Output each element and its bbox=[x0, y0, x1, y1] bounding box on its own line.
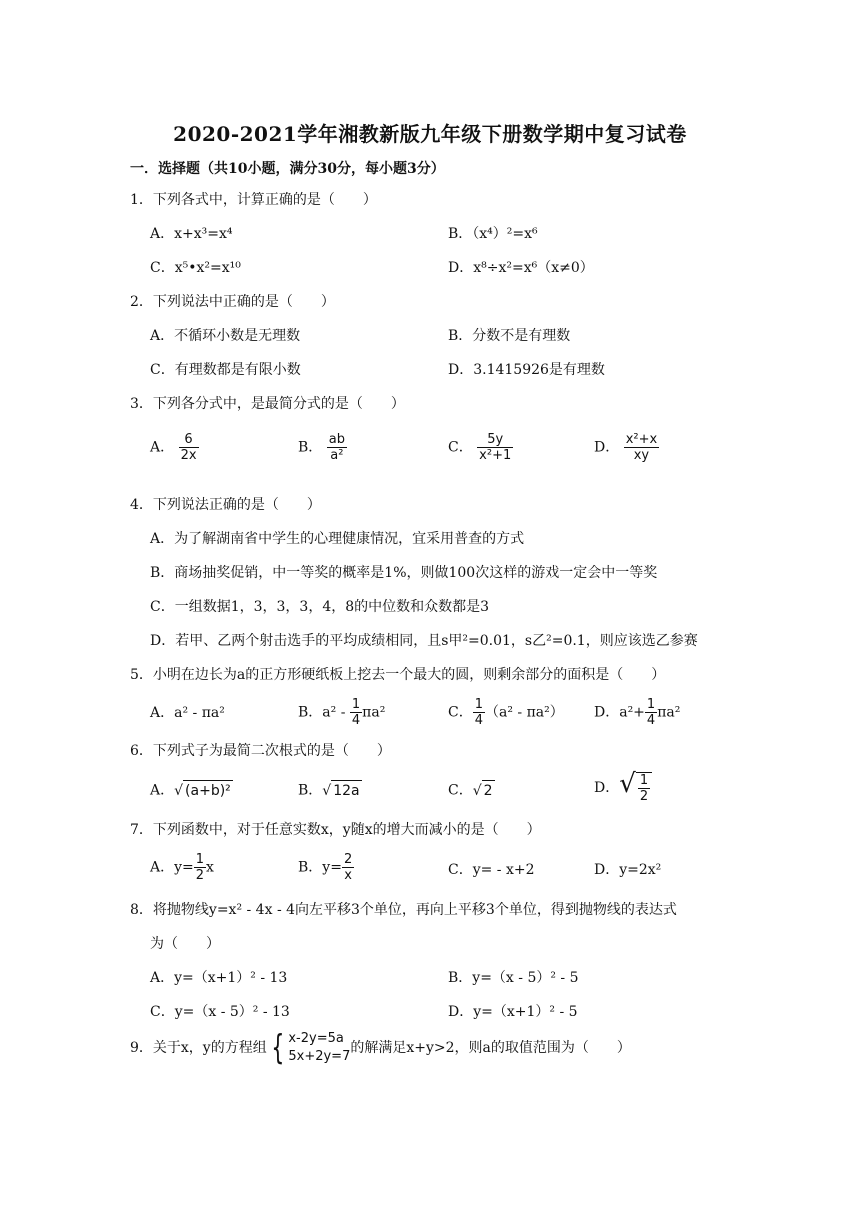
question-7-option-a bbox=[150, 852, 214, 883]
question-6-option-c bbox=[448, 780, 495, 801]
question-2-option-b: B．分数不是有理数 bbox=[448, 328, 571, 344]
question-2-stem: 2．下列说法中正确的是（ ） bbox=[130, 294, 335, 310]
numerator: 6 bbox=[184, 432, 193, 447]
fraction bbox=[638, 773, 650, 804]
question-8-option-c: C．y=（x - 5）² - 13 bbox=[150, 1004, 290, 1020]
radicand: 2 bbox=[482, 780, 495, 801]
question-3-option-a bbox=[150, 432, 199, 463]
numerator: 1 bbox=[474, 697, 483, 712]
fraction bbox=[179, 432, 199, 463]
numerator: 1 bbox=[646, 697, 656, 712]
radicand bbox=[636, 772, 652, 804]
fraction bbox=[350, 697, 362, 728]
question-8-stem-line-2: 为（ ） bbox=[150, 936, 220, 952]
page-title: 2020-2021学年湘教新版九年级下册数学期中复习试卷 bbox=[173, 122, 687, 146]
question-7-option-d: D．y=2x² bbox=[594, 862, 662, 878]
option-tail: （a² - πa²） bbox=[485, 704, 564, 721]
question-5-option-b bbox=[298, 697, 385, 728]
question-1-stem: 1．下列各式中，计算正确的是（ ） bbox=[130, 192, 377, 208]
question-7-stem: 7．下列函数中，对于任意实数x，y随x的增大而减小的是（ ） bbox=[130, 822, 541, 838]
question-1-option-d: D．x⁸÷x²=x⁶（x≠0） bbox=[448, 260, 594, 276]
option-tail: πa² bbox=[362, 704, 386, 721]
question-2-option-c: C．有理数都是有限小数 bbox=[150, 362, 301, 378]
equation-2: 5x+2y=7 bbox=[288, 1049, 351, 1064]
fraction bbox=[473, 697, 485, 728]
question-4-option-c: C．一组数据1，3，3，3，4，8的中位数和众数都是3 bbox=[150, 599, 490, 615]
denominator: 2 bbox=[195, 868, 205, 883]
denominator: x bbox=[342, 867, 354, 883]
question-4-option-d: D．若甲、乙两个射击选手的平均成绩相同，且s甲²=0.01，s乙²=0.1，则应该选乙参赛 bbox=[150, 633, 698, 649]
question-7-option-c: C．y= - x+2 bbox=[448, 862, 535, 878]
section-heading: 一．选择题（共10小题，满分30分，每小题3分） bbox=[130, 161, 445, 177]
question-5-option-a: A．a² - πa² bbox=[150, 705, 225, 721]
left-brace-icon: { bbox=[271, 1028, 285, 1068]
fraction bbox=[624, 432, 660, 463]
option-label: A． bbox=[150, 782, 175, 799]
option-label: C． bbox=[448, 439, 473, 456]
question-8-stem-line-1: 8．将抛物线y=x² - 4x - 4向左平移3个单位，再向上平移3个单位，得到抛物线的表达式 bbox=[130, 902, 677, 918]
numerator: 1 bbox=[639, 773, 649, 788]
question-6-option-a bbox=[150, 780, 233, 801]
fraction bbox=[342, 852, 354, 883]
question-9-prefix: 9．关于x，y的方程组 bbox=[130, 1040, 267, 1056]
option-label: D． bbox=[594, 439, 620, 456]
numerator: ab bbox=[328, 432, 345, 447]
question-3-option-d bbox=[594, 432, 659, 463]
option-label: C． bbox=[448, 782, 473, 799]
question-5-option-d bbox=[594, 697, 680, 728]
option-label: B．y= bbox=[298, 859, 342, 876]
question-5-stem: 5．小明在边长为a的正方形硬纸板上挖去一个最大的圆，则剩余部分的面积是（ ） bbox=[130, 667, 666, 683]
option-label: B．a² - bbox=[298, 704, 350, 721]
option-label: B． bbox=[298, 782, 323, 799]
question-9-suffix: 的解满足x+y>2，则a的取值范围为（ ） bbox=[350, 1040, 631, 1056]
question-8-option-d: D．y=（x+1）² - 5 bbox=[448, 1004, 578, 1020]
option-label: C． bbox=[448, 704, 473, 721]
question-2-option-a: A．不循环小数是无理数 bbox=[150, 328, 301, 344]
option-tail: πa² bbox=[657, 704, 681, 721]
question-3-option-c bbox=[448, 432, 513, 463]
option-tail: x bbox=[206, 859, 214, 876]
question-1-option-b: B．（x⁴）²=x⁶ bbox=[448, 226, 538, 242]
option-label: D． bbox=[594, 780, 620, 796]
denominator: xy bbox=[624, 447, 660, 463]
radicand: (a+b)² bbox=[183, 780, 233, 801]
fraction bbox=[645, 697, 657, 728]
square-root: √ 12a bbox=[322, 780, 361, 801]
denominator: 2x bbox=[180, 448, 197, 463]
radicand: 12a bbox=[331, 780, 361, 801]
denominator: 4 bbox=[646, 713, 656, 728]
question-1-option-a: A．x+x³=x⁴ bbox=[150, 226, 233, 242]
square-root: √ 2 bbox=[473, 780, 495, 801]
question-6-stem: 6．下列式子为最简二次根式的是（ ） bbox=[130, 743, 391, 759]
denominator: 2 bbox=[639, 789, 649, 804]
question-6-option-b bbox=[298, 780, 362, 801]
equation-1: x-2y=5a bbox=[288, 1031, 344, 1046]
option-label: B． bbox=[298, 439, 323, 456]
square-root: √ (a+b)² bbox=[174, 780, 233, 801]
question-6-option-d bbox=[594, 769, 652, 804]
denominator: a² bbox=[327, 447, 347, 463]
denominator: x²+1 bbox=[479, 448, 512, 463]
numerator: 1 bbox=[195, 852, 205, 867]
question-5-option-c bbox=[448, 697, 564, 728]
question-4-stem: 4．下列说法正确的是（ ） bbox=[130, 497, 321, 513]
option-label: A． bbox=[150, 439, 175, 456]
question-7-option-b bbox=[298, 852, 354, 883]
numerator: x²+x bbox=[625, 432, 658, 447]
option-label: A．y= bbox=[150, 859, 194, 876]
fraction bbox=[327, 432, 347, 463]
denominator: 4 bbox=[474, 713, 483, 728]
denominator: 4 bbox=[351, 713, 361, 728]
question-8-option-a: A．y=（x+1）² - 13 bbox=[150, 970, 288, 986]
question-2-option-d: D．3.1415926是有理数 bbox=[448, 362, 605, 378]
fraction bbox=[477, 432, 513, 463]
numerator: 1 bbox=[351, 697, 361, 712]
equation-system bbox=[267, 1030, 351, 1066]
fraction bbox=[194, 852, 206, 883]
square-root: √ $\frac{1}{2}$ bbox=[619, 772, 652, 804]
question-4-option-a: A．为了解湖南省中学生的心理健康情况，宜采用普查的方式 bbox=[150, 531, 525, 547]
option-label: D．a²+ bbox=[594, 704, 645, 721]
question-8-option-b: B．y=（x - 5）² - 5 bbox=[448, 970, 579, 986]
numerator: 2 bbox=[343, 852, 353, 867]
question-9-stem bbox=[130, 1030, 631, 1066]
question-3-option-b bbox=[298, 432, 347, 463]
numerator: 5y bbox=[487, 432, 504, 447]
question-1-option-c: C．x⁵•x²=x¹⁰ bbox=[150, 260, 241, 276]
question-3-stem: 3．下列各分式中，是最简分式的是（ ） bbox=[130, 396, 405, 412]
question-4-option-b: B．商场抽奖促销，中一等奖的概率是1%，则做100次这样的游戏一定会中一等奖 bbox=[150, 565, 658, 581]
